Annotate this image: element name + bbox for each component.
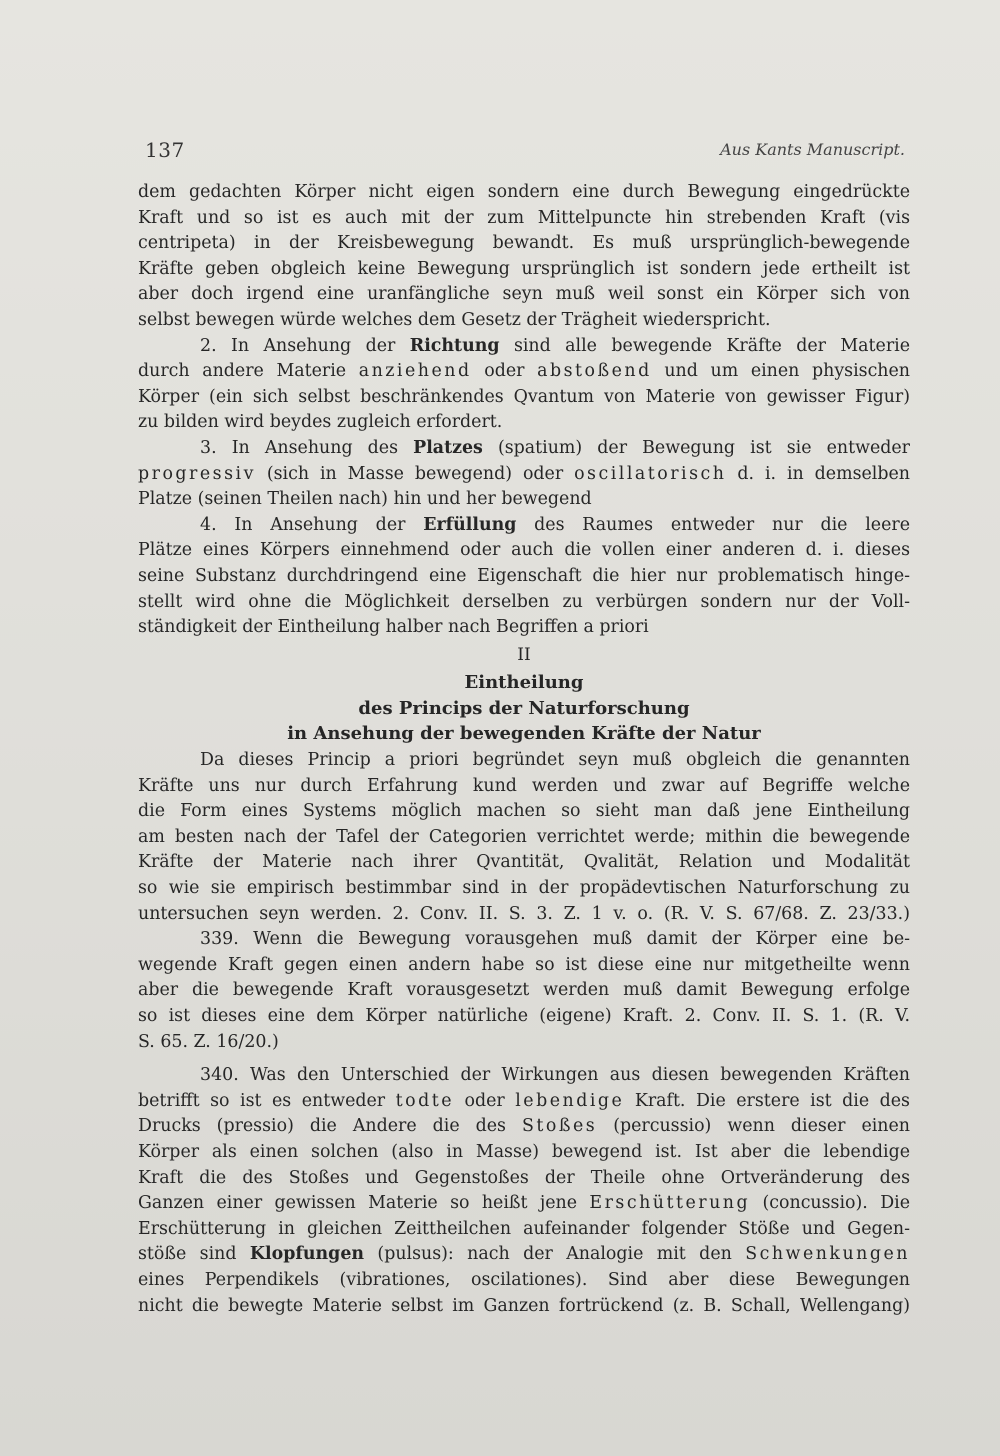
text-run: des Raumes entweder nur die leere bbox=[516, 514, 910, 535]
text-line: Kraft die des Stoßes und Gegenstoßes der Theile ohne Ortveränderung des bbox=[138, 1167, 910, 1188]
text-run: Ganzen einer gewissen Materie so heißt jene bbox=[138, 1193, 590, 1214]
text-run: (percussio) wenn dieser einen bbox=[597, 1116, 910, 1137]
text-run: d. i. in demselben bbox=[726, 463, 910, 484]
text-run: Drucks (pressio) die Andere die des bbox=[138, 1116, 522, 1137]
spaced-term: abstoßend bbox=[537, 361, 652, 382]
text-line: Kraft und so ist es auch mit der zum Mittelpuncte hin strebenden Kraft (vis bbox=[138, 207, 910, 228]
text-run: stöße sind bbox=[138, 1244, 250, 1265]
section-number: II bbox=[517, 644, 531, 665]
bold-term: Platzes bbox=[413, 437, 483, 458]
text-line: untersuchen seyn werden. 2. Conv. II. S. 3. Z. 1 v. o. (R. V. S. 67/68. Z. 23/33.) bbox=[138, 903, 910, 924]
text-run: 2. In Ansehung der bbox=[200, 335, 410, 356]
paragraph-4 bbox=[138, 513, 910, 641]
text-line: Da dieses Princip a priori begründet seyn muß obgleich die genannten bbox=[200, 750, 910, 771]
spaced-term: Schwenkungen bbox=[745, 1244, 910, 1265]
text-run: sind alle bewegende Kräfte der Materie bbox=[499, 335, 910, 356]
text-line: aber die bewegende Kraft vorausgesetzt werden muß damit Bewegung erfolge bbox=[138, 980, 910, 1001]
text-line bbox=[138, 334, 910, 360]
text-run: Kraft. Die erstere ist die des bbox=[624, 1090, 910, 1111]
text-line: so wie sie empirisch bestimmbar sind in der propädevtischen Naturforschung zu bbox=[138, 878, 910, 899]
text-line: Erschütterung in gleichen Zeittheilchen aufeinander folgender Stöße und Gegen- bbox=[138, 1218, 910, 1239]
text-run: oder bbox=[454, 1090, 516, 1111]
spaced-term: oscillatorisch bbox=[574, 463, 727, 484]
text-run: betrifft so ist es entweder bbox=[138, 1090, 396, 1111]
paragraph-340 bbox=[138, 1063, 910, 1319]
text-line: die Form eines Systems möglich machen so sieht man daß jene Eintheilung bbox=[138, 801, 910, 822]
text-line: am besten nach der Tafel der Categorien verrichtet werde; mithin die bewegende bbox=[138, 826, 910, 847]
text-run: 4. In Ansehung der bbox=[200, 514, 424, 535]
text-line bbox=[138, 436, 910, 462]
text-line: aber doch irgend eine uranfängliche seyn muß weil sonst ein Körper sich von bbox=[138, 284, 910, 305]
text-line bbox=[138, 1114, 910, 1140]
paragraph-1 bbox=[138, 180, 910, 334]
paragraph-339 bbox=[138, 927, 910, 1055]
text-run: (concussio). Die bbox=[750, 1193, 910, 1214]
heading-line-3: in Ansehung der bewegenden Kräfte der Natur bbox=[287, 723, 761, 745]
body-text bbox=[138, 180, 910, 1319]
text-line bbox=[138, 359, 910, 385]
text-run: und um einen physischen bbox=[651, 361, 910, 382]
text-run: 3. In Ansehung des bbox=[200, 437, 414, 458]
paragraph-5 bbox=[138, 748, 910, 927]
heading-line-1: Eintheilung bbox=[464, 672, 584, 694]
text-line: selbst bewegen würde welches dem Gesetz der Trägheit wiederspricht. bbox=[138, 309, 771, 330]
text-run: oder bbox=[471, 361, 538, 382]
text-run: (sich in Masse bewegend) oder bbox=[255, 463, 575, 484]
text-line: Kräfte uns nur durch Erfahrung kund werden und zwar auf Begriffe welche bbox=[138, 775, 910, 796]
text-line bbox=[138, 1191, 910, 1217]
bold-term: Richtung bbox=[409, 335, 500, 356]
text-line: Kräfte geben obgleich keine Bewegung ursprünglich ist sondern jede ertheilt ist bbox=[138, 258, 910, 279]
spaced-term: progressiv bbox=[138, 463, 256, 484]
text-line: seine Substanz durchdringend eine Eigenschaft die hier nur problematisch hinge- bbox=[138, 565, 910, 586]
text-line: Körper als einen solchen (also in Masse) bewegend ist. Ist aber die lebendige bbox=[138, 1141, 910, 1162]
text-run: (spatium) der Bewegung ist sie entweder bbox=[482, 437, 910, 458]
spaced-term: anziehend bbox=[358, 361, 472, 382]
text-line: nicht die bewegte Materie selbst im Ganzen fortrückend (z. B. Schall, Wellengang) bbox=[138, 1295, 910, 1316]
text-line: stellt wird ohne die Möglichkeit derselben zu verbürgen sondern nur der Voll- bbox=[138, 591, 910, 612]
text-line: S. 65. Z. 16/20.) bbox=[138, 1031, 279, 1052]
text-line bbox=[138, 462, 910, 488]
page-number: 137 bbox=[145, 138, 185, 162]
text-line: so ist dieses eine dem Körper natürliche (eigene) Kraft. 2. Conv. II. S. 1. (R. V. bbox=[138, 1006, 910, 1026]
section-heading bbox=[138, 643, 910, 747]
text-line: dem gedachten Körper nicht eigen sondern eine durch Bewegung eingedrückte bbox=[138, 182, 910, 202]
text-line bbox=[138, 1089, 910, 1115]
heading-line-2: des Princips der Naturforschung bbox=[358, 697, 690, 719]
page-header bbox=[145, 138, 905, 168]
text-line: Platze (seinen Theilen nach) hin und her bewegend bbox=[138, 489, 592, 510]
text-line bbox=[138, 1242, 910, 1268]
text-line: zu bilden wird beydes zugleich erfordert. bbox=[138, 412, 503, 433]
spaced-term: Erschütterung bbox=[589, 1193, 751, 1214]
spaced-term: todte bbox=[395, 1090, 454, 1111]
paragraph-3 bbox=[138, 436, 910, 513]
text-line: 339. Wenn die Bewegung vorausgehen muß damit der Körper eine be- bbox=[200, 929, 910, 950]
text-run: durch andere Materie bbox=[138, 361, 359, 382]
text-line: Körper (ein sich selbst beschränkendes Qvantum von Materie von gewisser Figur) bbox=[138, 386, 910, 407]
spaced-term: lebendige bbox=[515, 1090, 625, 1111]
text-run: (pulsus): nach der Analogie mit den bbox=[364, 1244, 746, 1265]
running-head: Aus Kants Manuscript. bbox=[720, 140, 905, 159]
text-line: centripeta) in der Kreisbewegung bewandt. Es muß ursprünglich-bewegende bbox=[138, 233, 910, 254]
bold-term: Klopfungen bbox=[249, 1244, 365, 1265]
text-line: ständigkeit der Eintheilung halber nach Begriffen a priori bbox=[138, 617, 649, 638]
text-line: wegende Kraft gegen einen andern habe so ist diese eine nur mitgetheilte wenn bbox=[138, 954, 910, 975]
bold-term: Erfüllung bbox=[423, 514, 517, 535]
text-line: 340. Was den Unterschied der Wirkungen aus diesen bewegenden Kräften bbox=[200, 1065, 910, 1086]
text-line: Kräfte der Materie nach ihrer Qvantität, Qvalität, Relation und Modalität bbox=[138, 852, 910, 873]
text-line bbox=[138, 513, 910, 539]
text-line: Plätze eines Körpers einnehmend oder auch die vollen einer anderen d. i. dieses bbox=[138, 540, 910, 561]
paragraph-2 bbox=[138, 334, 910, 436]
text-line: eines Perpendikels (vibrationes, oscilationes). Sind aber diese Bewegungen bbox=[138, 1269, 910, 1290]
spaced-term: Stoßes bbox=[521, 1116, 598, 1137]
